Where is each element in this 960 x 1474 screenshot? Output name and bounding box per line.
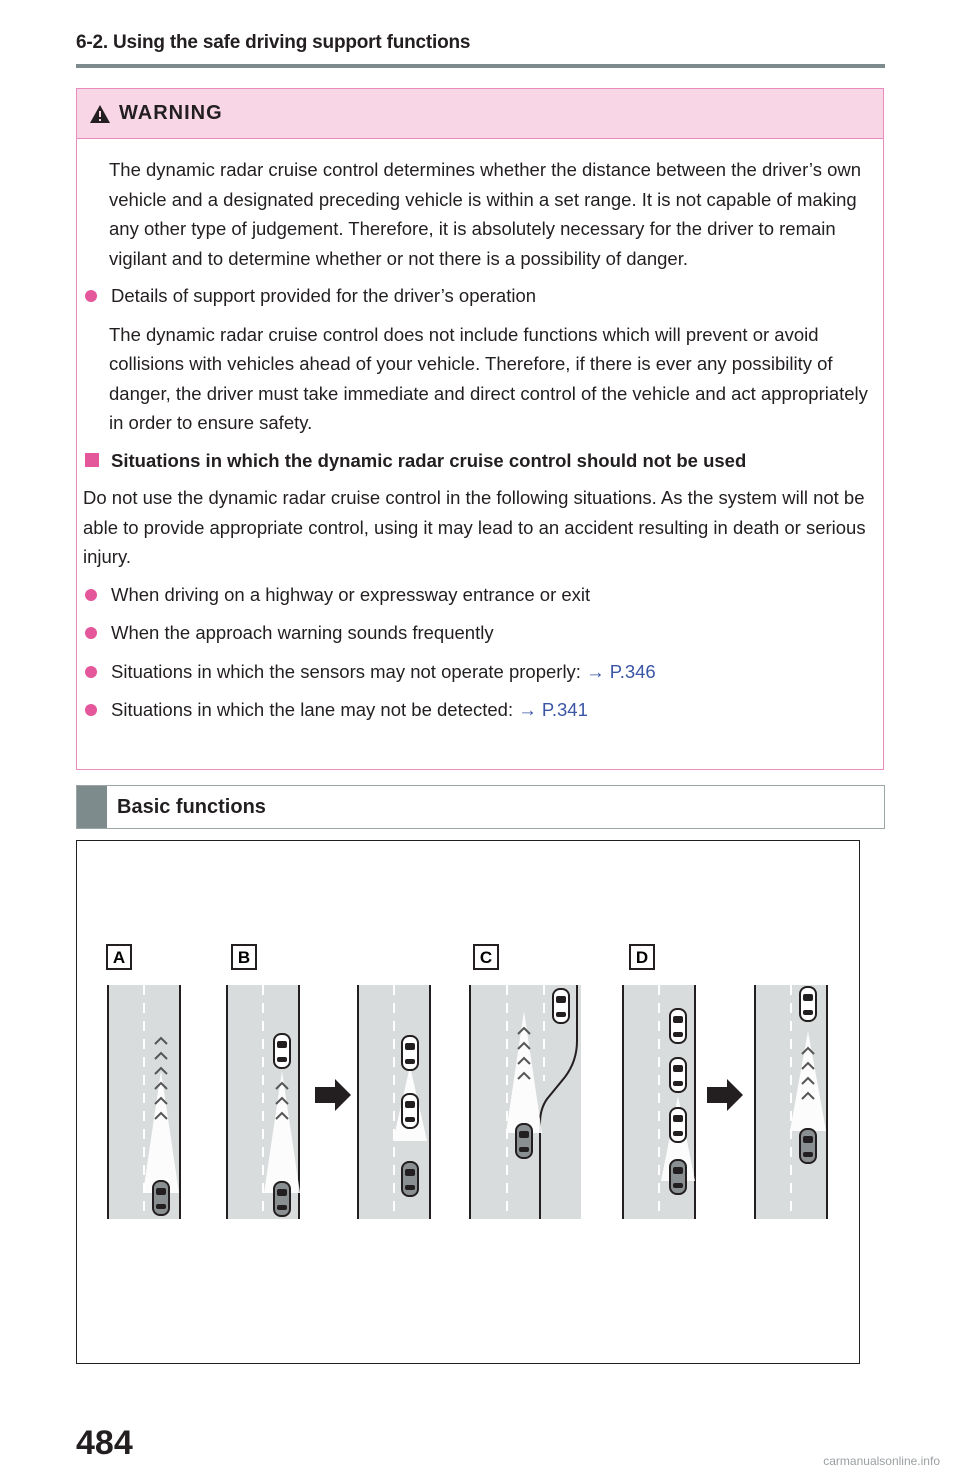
- bullet-item: [83, 281, 871, 311]
- label-a: [107, 945, 131, 969]
- label-b-text: B: [237, 948, 251, 967]
- warning-title: WARNING: [119, 102, 223, 124]
- page-link-346[interactable]: → P.346: [586, 660, 656, 682]
- bullet-dot-icon: [85, 666, 97, 678]
- radar-cruise-illustration: [77, 841, 861, 1365]
- road-d2: [755, 985, 827, 1219]
- header-rule: [76, 64, 885, 68]
- road-d1: [623, 985, 695, 1219]
- list-item: [83, 618, 871, 648]
- label-d: [630, 945, 654, 969]
- road-b2: [358, 985, 430, 1219]
- warning-intro: The dynamic radar cruise control determines whether the distance between the driver’s own vehicle and a designated preceding vehicle is within a set range. It is not capable of making any other type of judgement. Therefore, it is absolutely necessary for the driver to remain vigilant and to determine whether or not there is a possibility of danger.: [109, 159, 862, 269]
- watermark: carmanualsonline.info: [823, 1454, 940, 1468]
- bullet-dot-icon: [85, 290, 97, 302]
- list-item-text: Situations in which the lane may not be detected:: [111, 699, 519, 720]
- sub-intro: Do not use the dynamic radar cruise control in the following situations. As the system will not be able to provide appropriate control, using it may lead to an accident resulting in death or serious injury.: [83, 487, 866, 567]
- section-title-bar: [76, 785, 885, 829]
- list-item: [83, 580, 871, 610]
- page-link-341[interactable]: → P.341: [518, 699, 588, 720]
- label-c: [474, 945, 498, 969]
- bullet-text: Details of support provided for the driver’s operation: [111, 285, 537, 306]
- list-item-text: When the approach warning sounds frequently: [111, 622, 494, 643]
- bullet-dot-icon: [85, 704, 97, 716]
- label-c-text: C: [479, 948, 493, 967]
- road-b1: [227, 985, 300, 1219]
- label-a-text: A: [112, 948, 126, 967]
- arrow-b: [315, 1079, 351, 1111]
- road-c: [470, 985, 581, 1219]
- section-tab: [77, 786, 107, 828]
- subheading-text: Situations in which the dynamic radar cruise control should not be used: [111, 449, 747, 471]
- section-header: 6-2. Using the safe driving support functions: [76, 32, 471, 53]
- list-item-text: Situations in which the sensors may not operate properly:: [111, 660, 587, 682]
- list-item-text: When driving on a highway or expressway entrance or exit: [111, 583, 591, 605]
- subheading: [83, 446, 871, 476]
- label-d-text: D: [635, 948, 649, 967]
- illustration-frame: [76, 840, 860, 1364]
- label-b: [232, 945, 256, 969]
- support-text: The dynamic radar cruise control does not include functions which will prevent or avoid collisions with vehicles ahead of your vehicle. Therefore, if there is ever any possibility of danger, the driver must take immediate and direct control of the vehicle and act appropriately in order to ensure safety.: [109, 323, 868, 433]
- warning-triangle-icon: [89, 104, 111, 124]
- arrow-d: [707, 1079, 743, 1111]
- road-a: [108, 985, 180, 1219]
- section-title: Basic functions: [117, 795, 266, 818]
- page-number: 484: [76, 1424, 133, 1462]
- warning-header: [77, 89, 883, 139]
- bullet-dot-icon: [85, 589, 97, 601]
- warning-box: [76, 88, 884, 770]
- bullet-dot-icon: [85, 627, 97, 639]
- list-item: [83, 695, 871, 725]
- square-bullet-icon: [85, 453, 99, 467]
- list-item: [83, 657, 871, 687]
